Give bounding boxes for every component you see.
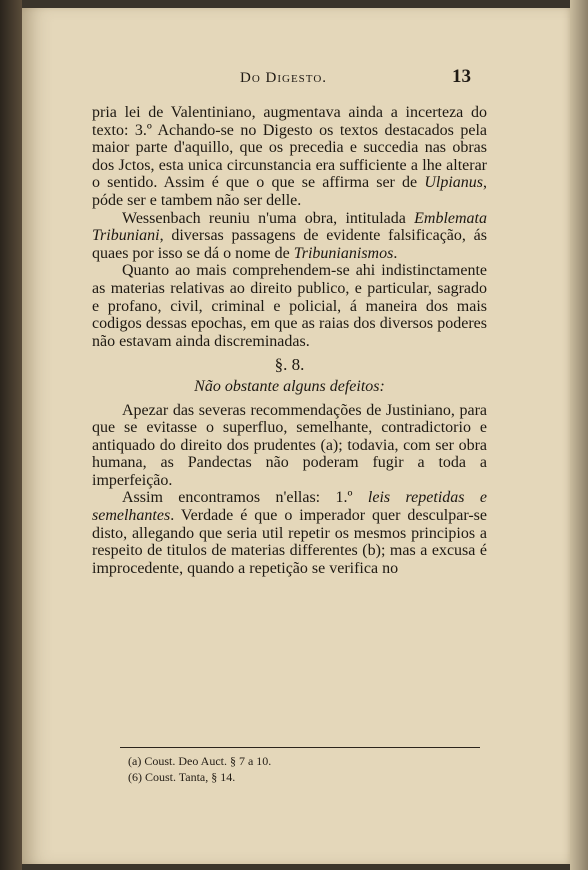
paragraph-2-end: .	[393, 244, 398, 262]
book-page	[22, 8, 570, 864]
section-title: Não obstante alguns defeitos:	[194, 377, 385, 395]
paragraph-3: Quanto ao mais comprehendem-se ahi indistinctamente as materias relativas ao direito publico, e particular, sagrado e profano, civil, criminal e policial, á maneira dos mais codigos dessas epochas, em que as raias dos diversos poderes não estavam ainda discreminadas.	[92, 262, 487, 350]
paragraph-1	[92, 104, 487, 210]
page-edges	[570, 0, 588, 870]
paragraph-2-text: Wessenbach reuniu n'uma obra, intitulada	[122, 209, 415, 227]
page-number: 13	[452, 66, 471, 87]
paragraph-5-text: Assim encontramos n'ellas: 1.º	[122, 489, 368, 507]
tribunianismos-term: Tribunianismos	[293, 244, 394, 262]
paragraph-1-text: pria lei de Valentiniano, augmentava ainda a incerteza do texto: 3.º Achando-se no Digesto os textos destacados pela maior parte d'aquillo, que os precedia e succedia nas obras dos Jctos, esta unica circunstancia era sufficiente a lhe alterar o sentido. Assim é que o que se affirma ser de	[92, 104, 487, 192]
emblemata-title: Emblemata Tribuniani	[92, 209, 487, 245]
running-title: Do Digesto.	[240, 70, 328, 86]
footnote-divider	[120, 747, 480, 748]
paragraph-2	[92, 210, 487, 263]
paragraph-2-middle: , diversas passagens de evidente falsificação, ás quaes por isso se dá o nome de	[92, 227, 487, 262]
paragraph-5	[92, 489, 487, 577]
book-spine	[0, 0, 22, 870]
ulpianus-italic: Ulpianus	[424, 174, 483, 192]
body-text	[92, 104, 487, 577]
page-header	[22, 66, 570, 90]
footnotes	[128, 753, 468, 785]
section-number: §. 8.	[274, 355, 305, 375]
paragraph-4: Apezar das severas recommendações de Justiniano, para que se evitasse o superfluo, semelhante, contradictorio e antiquado do direito dos prudentes (a); todavia, com ser obra humana, as Pandectas não poderam fugir a toda a imperfeição.	[92, 401, 487, 489]
paragraph-1-end: , póde ser e tambem não ser delle.	[92, 174, 487, 209]
footnote-a: (a) Coust. Deo Auct. § 7 a 10.	[128, 754, 272, 768]
leis-repetidas-italic: leis repetidas e semelhantes	[92, 489, 487, 525]
footnote-b: (6) Coust. Tanta, § 14.	[128, 770, 236, 784]
paragraph-5-end: . Verdade é que o imperador quer desculpar-se disto, allegando que seria util repetir os mesmos principios a respeito de titulos de materias differentes (b); mas a excusa é improcedente, quando a repetição se verifica no	[92, 507, 487, 577]
